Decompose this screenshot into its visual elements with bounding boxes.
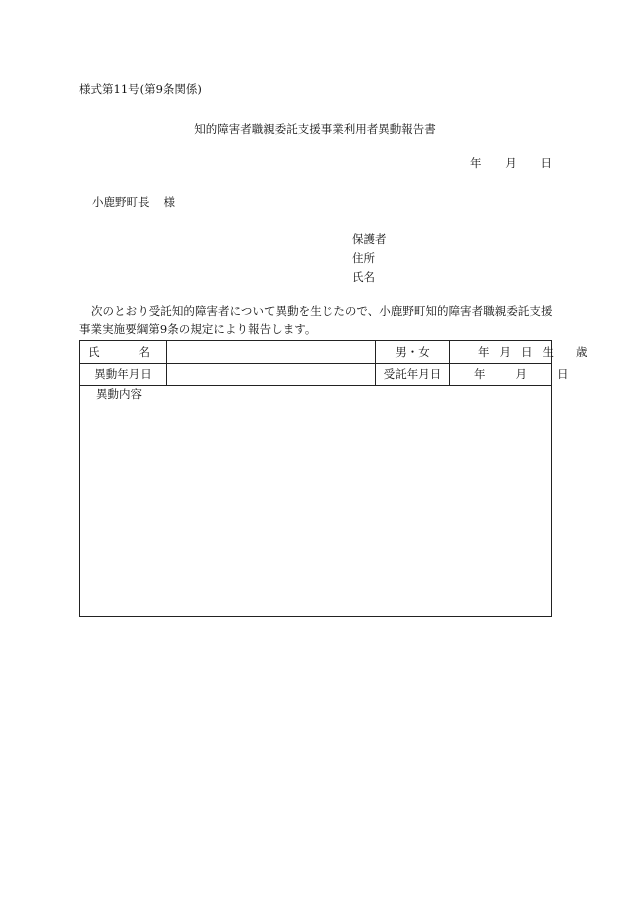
birth-month-label: 月 <box>499 345 511 359</box>
sex-cell[interactable]: 男・女 <box>376 341 450 363</box>
birth-year-label: 年 <box>478 345 490 359</box>
report-table <box>79 340 588 617</box>
date-year-label: 年 <box>470 156 482 170</box>
birth-date-cell[interactable] <box>450 341 588 363</box>
change-date-label: 異動年月日 <box>80 363 167 385</box>
birth-day-label: 日 <box>521 345 533 359</box>
birth-born-label: 生 <box>542 345 554 359</box>
address-label: 住所 <box>352 251 375 265</box>
contract-year-label: 年 <box>474 367 486 381</box>
date-month-label: 月 <box>505 156 517 170</box>
table-row-name <box>80 341 588 364</box>
name-label <box>80 341 167 363</box>
name-label-char-2: 名 <box>138 345 150 359</box>
addressee-name: 小鹿野町長 <box>92 195 150 209</box>
addressee <box>92 194 175 210</box>
form-number: 様式第11号(第9条関係) <box>79 82 202 96</box>
body-text: 次のとおり受託知的障害者について異動を生じたので、小鹿野町知的障害者職親委託支援事業実施要綱第9条の規定により報告します。 <box>79 304 553 336</box>
contract-month-label: 月 <box>515 367 527 381</box>
contract-date-value-cell[interactable] <box>450 363 569 385</box>
name-label-char-1: 氏 <box>88 345 100 359</box>
reporter-name-label: 氏名 <box>352 270 375 284</box>
date-day-label: 日 <box>540 156 552 170</box>
document-title: 知的障害者職親委託支援事業利用者異動報告書 <box>194 122 436 136</box>
change-content-label: 異動内容 <box>96 387 142 401</box>
addressee-honorific: 様 <box>163 195 175 209</box>
table-row-dates <box>80 363 569 386</box>
contract-day-label: 日 <box>557 367 569 381</box>
date-line <box>470 155 552 171</box>
change-date-value-cell[interactable] <box>167 363 376 385</box>
birth-age-label: 歳 <box>576 345 588 359</box>
name-value-cell[interactable] <box>167 341 376 363</box>
guardian-label: 保護者 <box>352 232 387 246</box>
contract-date-label: 受託年月日 <box>376 363 450 385</box>
reporter-block <box>352 230 387 287</box>
